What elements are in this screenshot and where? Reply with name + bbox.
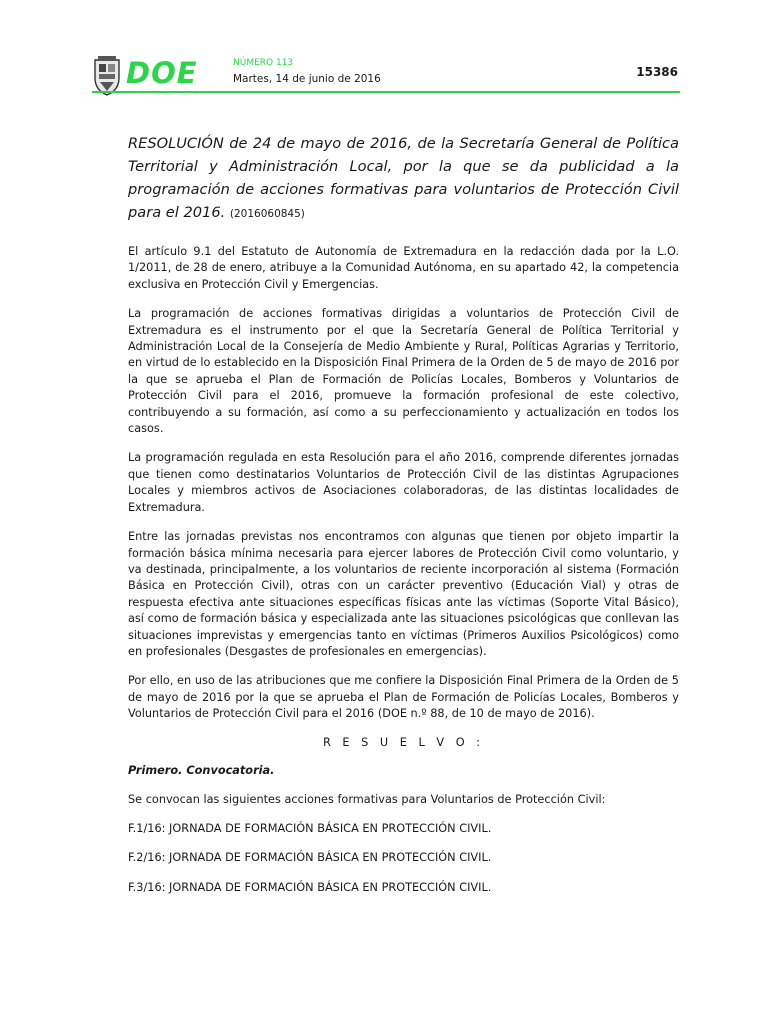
paragraph: La programación regulada en esta Resolución para el año 2016, comprende diferentes jornadas que tienen como destinatarios Voluntarios de Protección Civil de las distintas Agrupaciones Locales y miembros activos de Asociaciones colaboradoras, de las distintas localidades de Extremadura. xyxy=(128,451,679,514)
document-body xyxy=(128,132,679,909)
resuelvo-heading: R E S U E L V O : xyxy=(322,735,484,749)
list-item: F.1/16: JORNADA DE FORMACIÓN BÁSICA EN PROTECCIÓN CIVIL. xyxy=(128,821,492,835)
title-text: RESOLUCIÓN de 24 de mayo de 2016, de la Secretaría General de Política Territorial y Administración Local, por la que se da publicidad a la programación de acciones formativas para voluntarios de Protección Civil para el 2016. xyxy=(128,135,679,221)
page-header xyxy=(92,56,680,96)
header-divider xyxy=(92,91,680,93)
doe-logo: DOE xyxy=(126,56,198,90)
paragraph: La programación de acciones formativas dirigidas a voluntarios de Protección Civil de Extremadura es el instrumento por el que la Secretaría General de Política Territorial y Administración Local de la Consejería de Medio Ambiente y Rural, Políticas Agrarias y Territorio, en virtud de lo establecido en la Disposición Final Primera de la Orden de 5 de mayo de 2016 por la que se aprueba el Plan de Formación de Policías Locales, Bomberos y Voluntarios de Protección Civil para el 2016, promueve la formación profesional de este colectivo, contribuyendo a su formación, así como a su perfeccionamiento y actualización en todos los casos. xyxy=(128,307,679,436)
issue-number: NÚMERO 113 xyxy=(233,58,294,68)
issue-date: Martes, 14 de junio de 2016 xyxy=(233,73,381,85)
paragraph: Entre las jornadas previstas nos encontramos con algunas que tienen por objeto impartir la formación básica mínima necesaria para ejercer labores de Protección Civil como voluntario, y va destinada, principalmente, a los voluntarios de reciente incorporación al sistema (Formación Básica en Protección Civil), otras con un carácter preventivo (Educación Vial) y otras de respuesta efectiva ante situaciones específicas físicas ante las víctimas (Soporte Vital Básico), así como de formación básica y especializada ante las situaciones psicológicas que conllevan las situaciones imprevistas y emergencias tanto en víctimas (Primeros Auxilios Psicológicos) como en profesionales (Desgastes de profesionales en emergencias). xyxy=(128,530,679,658)
paragraph: El artículo 9.1 del Estatuto de Autonomía de Extremadura en la redacción dada por la L.O. 1/2011, de 28 de enero, atribuye a la Comunidad Autónoma, en su apartado 42, la competencia exclusiva en Protección Civil y Emergencias. xyxy=(128,245,679,291)
page-number: 15386 xyxy=(636,65,678,79)
intro-text: Se convocan las siguientes acciones formativas para Voluntarios de Protección Civil: xyxy=(128,792,606,806)
section-heading: Primero. Convocatoria. xyxy=(128,763,275,777)
document-title xyxy=(128,132,679,226)
paragraph: Por ello, en uso de las atribuciones que me confiere la Disposición Final Primera de la Orden de 5 de mayo de 2016 por la que se aprueba el Plan de Formación de Policías Locales, Bomberos y Voluntarios de Protección Civil para el 2016 (DOE n.º 88, de 10 de mayo de 2016). xyxy=(128,674,679,721)
coat-of-arms-icon xyxy=(92,56,122,96)
title-code: (2016060845) xyxy=(229,208,305,220)
list-item: F.2/16: JORNADA DE FORMACIÓN BÁSICA EN PROTECCIÓN CIVIL. xyxy=(128,851,492,865)
list-item: F.3/16: JORNADA DE FORMACIÓN BÁSICA EN PROTECCIÓN CIVIL. xyxy=(128,880,492,894)
